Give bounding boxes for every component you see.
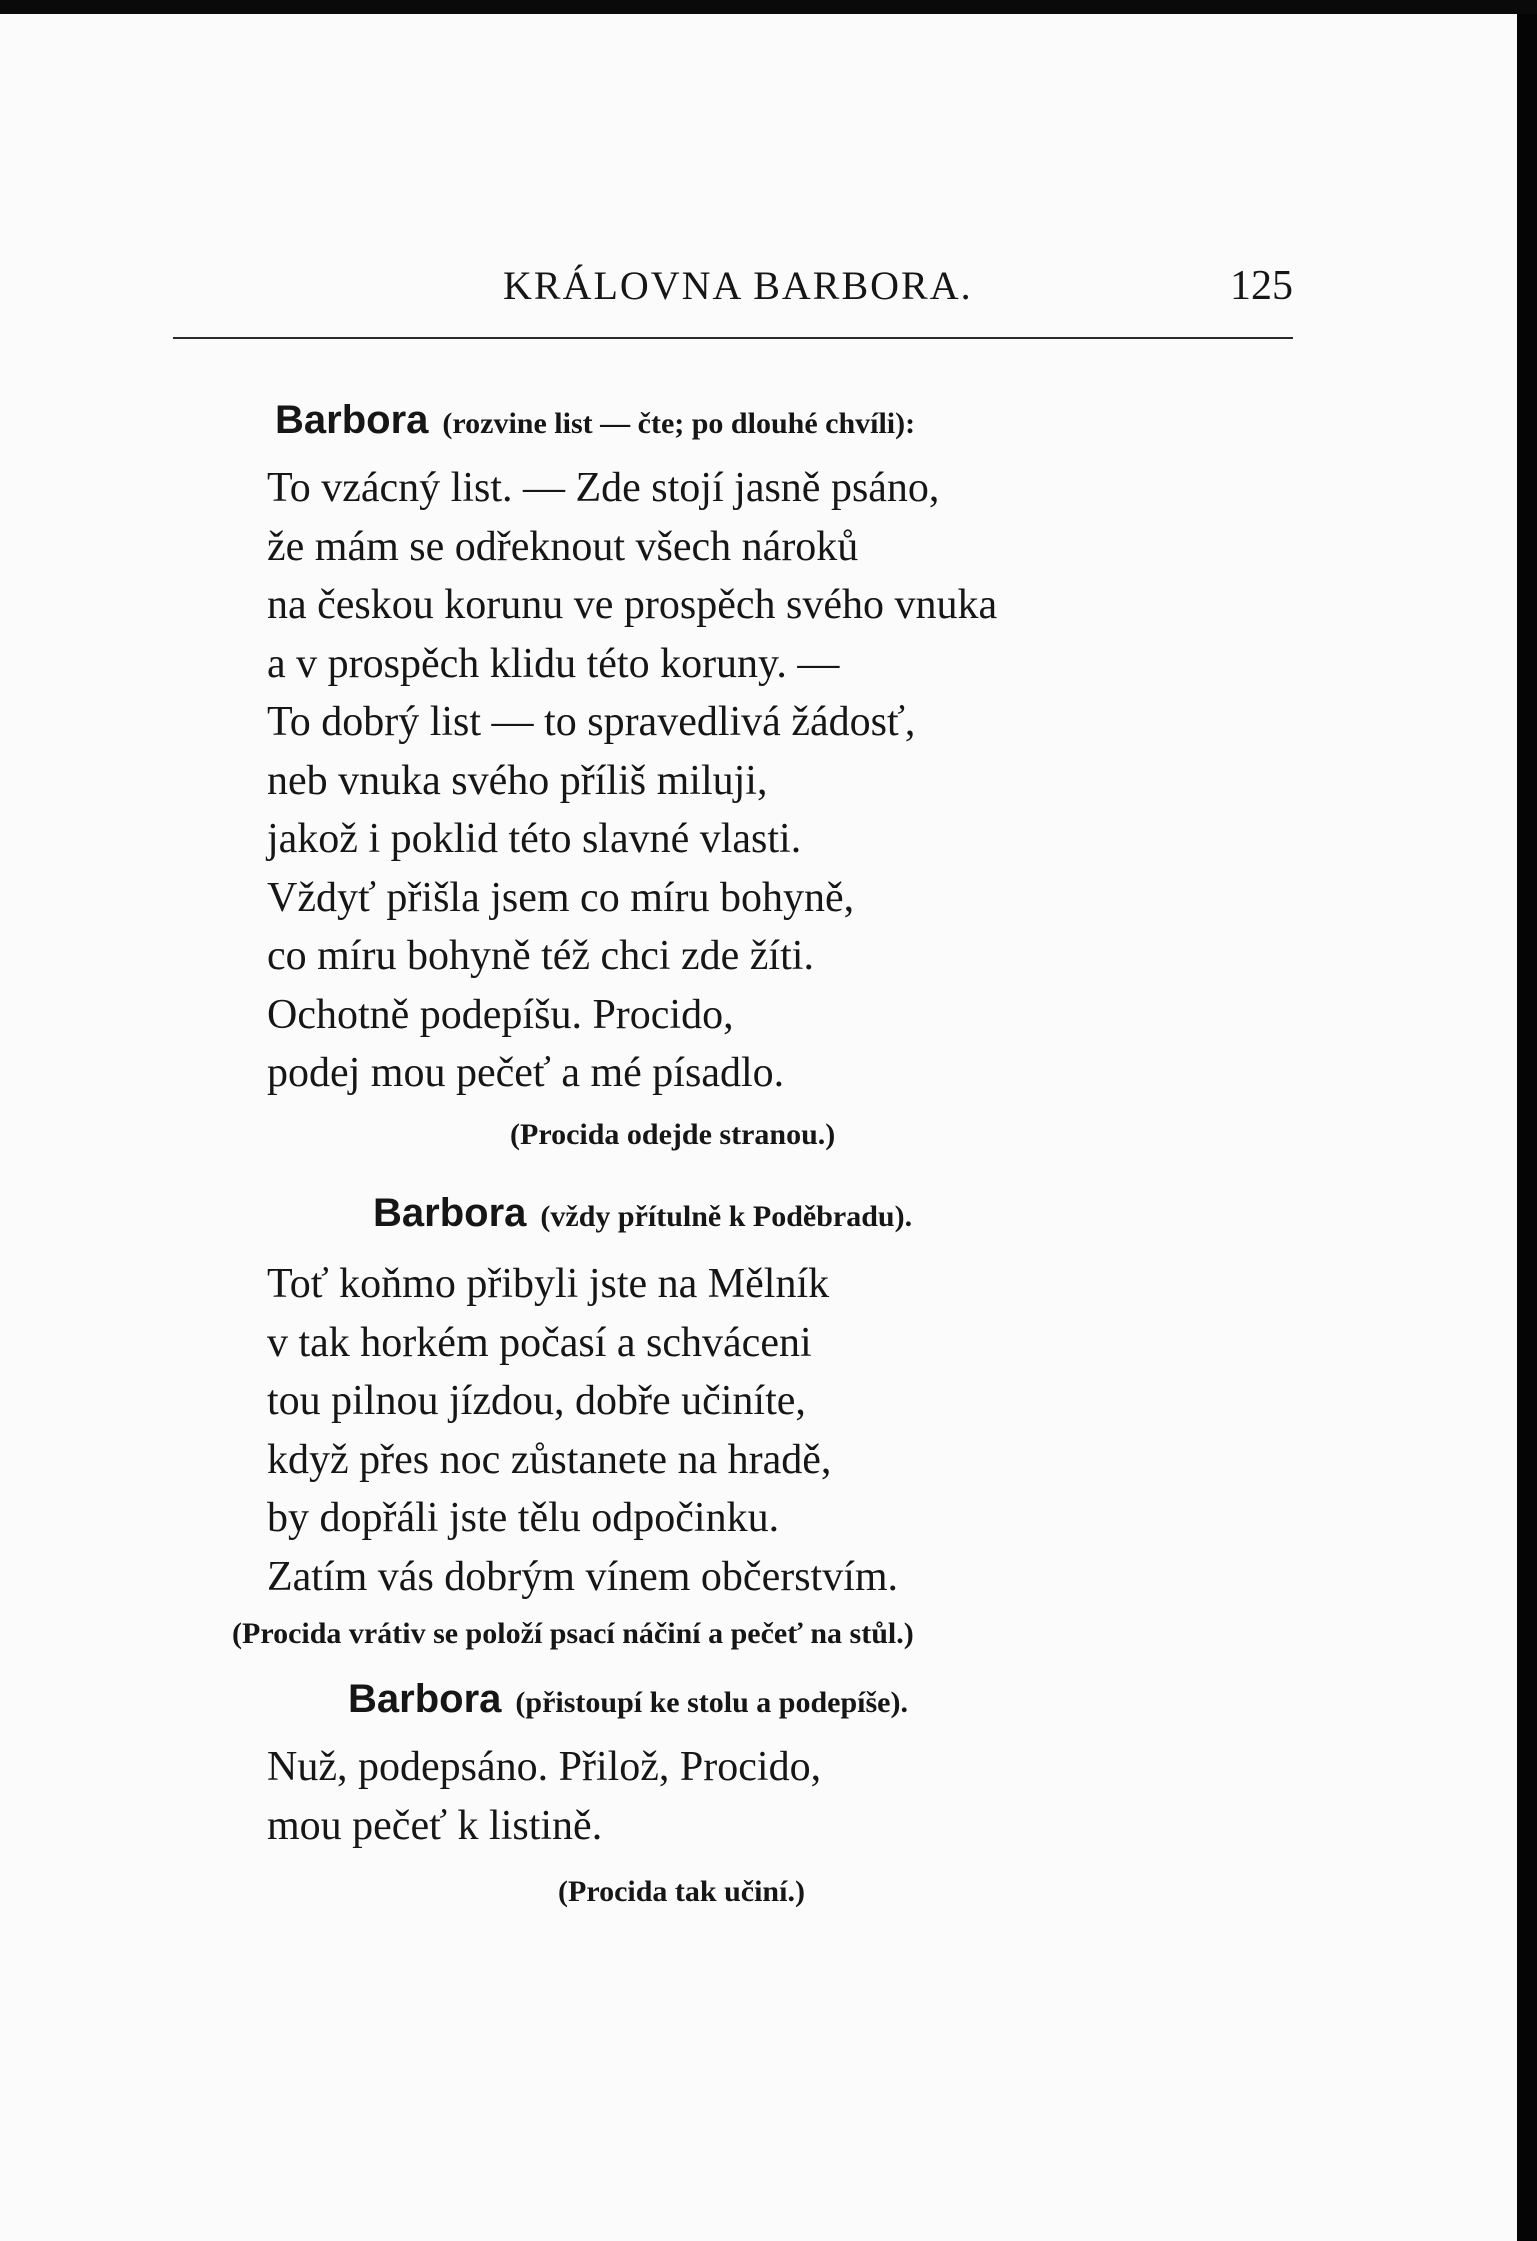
- stage-direction: (Procida odejde stranou.): [510, 1118, 836, 1151]
- page-number: 125: [1230, 263, 1293, 309]
- stage-direction: (Procida tak učiní.): [558, 1875, 805, 1908]
- verse-line: jakož i poklid této slavné vlasti.: [267, 816, 802, 862]
- verse-line: Nuž, podepsáno. Přilož, Procido,: [267, 1744, 822, 1790]
- verse-line: Zatím vás dobrým vínem občerstvím.: [267, 1553, 899, 1600]
- page-header: [173, 256, 1293, 336]
- speaker-direction: (přistoupí ke stolu a podepíše).: [515, 1686, 908, 1719]
- verse-line: Toť koňmo přibyli jste na Mělník: [267, 1261, 830, 1307]
- verse-line: Ochotně podepíšu. Procido,: [267, 991, 734, 1038]
- verse-line: na českou korunu ve prospěch svého vnuka: [267, 582, 998, 628]
- speaker-heading: [275, 398, 915, 443]
- stage-direction: (Procida vrátiv se položí psací náčiní a pečeť na stůl.): [232, 1617, 914, 1650]
- scan-top-edge: [0, 0, 1537, 14]
- verse-block: [267, 1738, 821, 1855]
- speaker-name: Barbora: [348, 1677, 502, 1721]
- verse-line: tou pilnou jízdou, dobře učiníte,: [267, 1378, 806, 1424]
- verse-line: mou pečeť k listině.: [267, 1802, 603, 1849]
- verse-line: že mám se odřeknout všech nároků: [267, 523, 859, 570]
- verse-line: v tak horkém počasí a schváceni: [267, 1319, 812, 1366]
- verse-block: [267, 1255, 898, 1606]
- verse-line: by dopřáli jste tělu odpočinku.: [267, 1495, 780, 1541]
- speaker-name: Barbora: [275, 398, 429, 442]
- speaker-heading: [373, 1191, 912, 1236]
- speaker-name: Barbora: [373, 1191, 527, 1235]
- verse-line: Vždyť přišla jsem co míru bohyně,: [267, 874, 855, 921]
- verse-line: a v prospěch klidu této koruny. —: [267, 640, 840, 687]
- speaker-heading: [348, 1677, 908, 1722]
- running-title: KRÁLOVNA BARBORA.: [503, 263, 973, 308]
- verse-block: [267, 459, 997, 1103]
- header-rule: [173, 337, 1293, 339]
- verse-line: neb vnuka svého příliš miluji,: [267, 757, 768, 804]
- verse-line: když přes noc zůstanete na hradě,: [267, 1436, 832, 1483]
- speaker-direction: (vždy přítulně k Poděbradu).: [540, 1200, 913, 1233]
- verse-line: To vzácný list. — Zde stojí jasně psáno,: [267, 465, 940, 511]
- verse-line: co míru bohyně též chci zde žíti.: [267, 933, 814, 979]
- verse-line: podej mou pečeť a mé písadlo.: [267, 1050, 785, 1096]
- verse-line: To dobrý list — to spravedlivá žádosť,: [267, 699, 916, 745]
- book-page: [0, 14, 1517, 2241]
- scan-right-edge: [1515, 14, 1537, 2241]
- speaker-direction: (rozvine list — čte; po dlouhé chvíli):: [442, 407, 916, 440]
